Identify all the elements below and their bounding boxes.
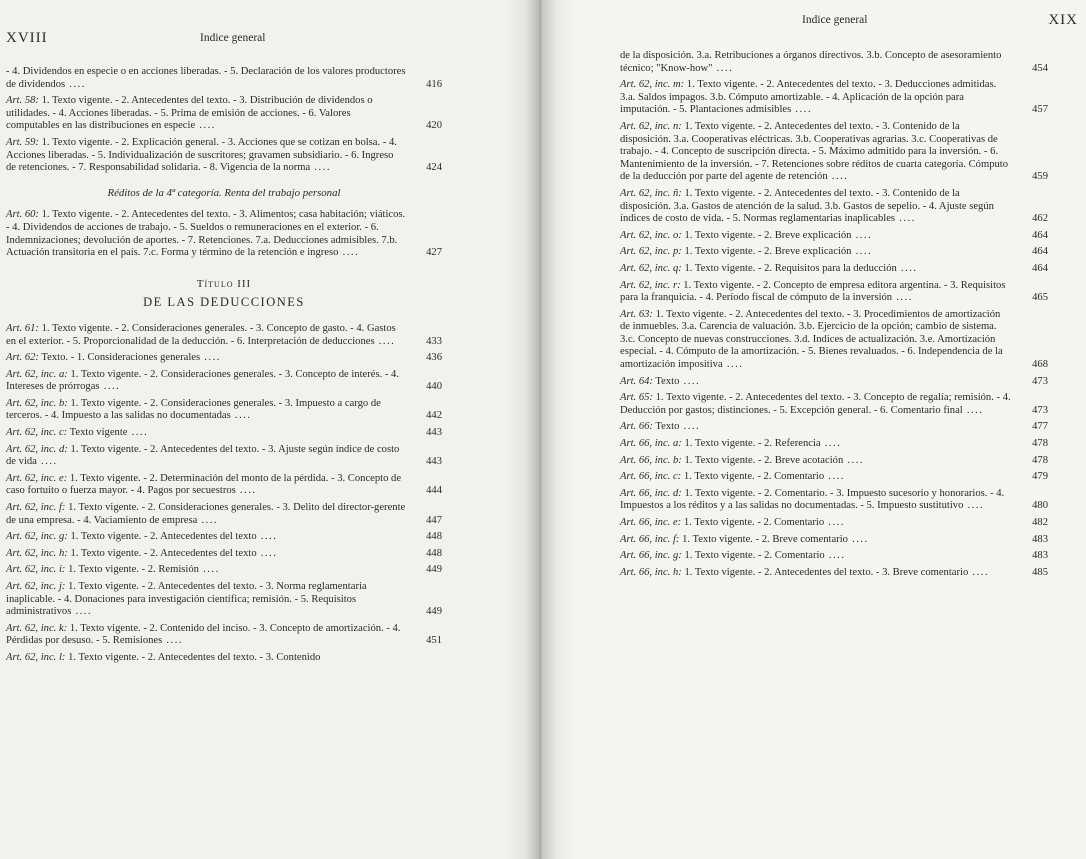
entry-page-number: 465 [1032,292,1048,304]
article-reference: Art. 62, inc. i: [6,564,66,576]
entry-text: 1. Texto vigente. - 2. Antecedentes del texto. - 3. Ajuste según índice de costo de vida [6,443,400,468]
entry-page-number: 473 [1032,375,1048,387]
article-reference: Art. 62, inc. h: [6,547,68,559]
toc-entries [620,50,1048,583]
entry-page-number: 482 [1032,517,1048,528]
dot-leader: .... [195,120,216,132]
article-reference: Art. 59: [6,136,39,148]
entry-text: 1. Texto vigente. - 2. Requisitos para la deducción [681,262,897,274]
dot-leader: .... [968,566,990,578]
dot-leader: .... [162,635,183,647]
entry-text: 1. Texto vigente. - 2. Antecedentes del texto. - 3. Procedimientos de amortización de inmuebles. 3.a. Carencia de valuación. 3.b. Ejercicio de la opción; cambio de sistema. 3.c. Concepto de nuevas construcciones. 3.d. Indices de actualización. 3.e. Amortización especial. - 4. Cómputo de la amortización. - 5. Bienes revaluados. - 6. Independencia de la amortización impositiva [620,308,1003,371]
toc-entry [620,188,1048,226]
toc-entry [6,427,442,440]
toc-entry [620,455,1048,468]
toc-entry [620,517,1048,530]
left-page [0,0,540,859]
entry-text: 1. Texto vigente. - 2. Breve explicación [681,229,852,241]
entry-page-number: 443 [426,427,442,439]
entry-page-number: 440 [426,381,442,393]
dot-leader: .... [256,531,278,543]
entry-text: 1. Texto vigente. - 2. Comentario [681,550,825,562]
toc-entry [6,623,442,648]
entry-text: 1. Texto vigente. - 2. Comentario [681,517,825,528]
toc-block [6,66,442,175]
article-reference: Art. 62, inc. l: [6,651,66,663]
part-title: DE LAS DEDUCCIONES [143,295,305,310]
article-reference: Art. 62, inc. r: [620,279,681,291]
toc-entry [6,531,442,544]
entry-page-number: 459 [1032,171,1048,183]
dot-leader: .... [127,427,149,439]
entry-page-number: 444 [426,485,442,497]
article-reference: Art. 62, inc. q: [620,262,682,274]
dot-leader: .... [256,547,278,559]
entry-page-number: 443 [426,456,442,468]
dot-leader: .... [198,564,220,576]
article-reference: Art. 66, inc. b: [620,454,682,466]
toc-entry [6,137,442,175]
article-reference: Art. 62, inc. m: [620,79,685,91]
article-reference: Art. 62, inc. k: [6,622,68,634]
entry-text: 1. Texto vigente. - 2. Antecedentes del texto. - 3. Contenido de la disposición. 3.a. Gastos de atención de la salud. 3.b. Gastos de sepelio. - 4. Ajuste según índices de costo de vida. - 5. Normas reglamentarias inaplicables [620,187,994,225]
article-reference: Art. 62, inc. g: [6,531,68,543]
running-head: Indice general [200,32,266,44]
dot-leader: .... [843,454,864,466]
entry-text: 1. Texto vigente. - 2. Explicación general. - 3. Acciones que se cotizan en bolsa. - 4. Acciones liberadas. - 5. Individualización de suscritores; gravamen subsidiario. - 6. Ingreso de retenciones. - 7. Responsabilidad solidaria. - 8. Vigencia de la norma [6,136,397,174]
entry-page-number: 420 [426,120,442,132]
article-reference: Art. 62, inc. p: [620,246,682,258]
entry-text: 1. Texto vigente. - 2. Consideraciones generales. - 3. Concepto de interés. - 4. Intereses de prórrogas [6,368,399,393]
article-reference: Art. 62, inc. e: [6,472,68,484]
entry-text: 1. Texto vigente. - 2. Breve acotación [681,454,844,466]
entry-text: 1. Texto vigente. - 2. Antecedentes del texto [67,547,257,559]
dot-leader: .... [65,78,86,90]
article-reference: Art. 66, inc. e: [620,517,682,528]
entry-page-number: 479 [1032,471,1048,483]
entry-page-number: 480 [1032,500,1048,512]
entry-text: Texto [652,421,680,433]
dot-leader: .... [230,410,252,422]
page-number: XVIII [6,30,48,46]
entry-page-number: 448 [426,531,442,543]
entry-page-number: 483 [1032,550,1048,562]
dot-leader: .... [338,247,360,259]
entry-text: 1. Texto vigente. - 2. Concepto de empresa editora argentina. - 3. Requisitos para la franquicia. - 4. Período fiscal de cómputo de la inversión [620,279,1006,304]
entry-page-number: 464 [1032,246,1048,258]
toc-entry [620,488,1048,513]
dot-leader: .... [235,485,257,497]
toc-entry [6,352,442,365]
dot-leader: .... [99,381,121,393]
article-reference: Art. 66, inc. h: [620,566,682,578]
dot-leader: .... [847,533,869,545]
toc-entry [6,369,442,394]
entry-text: 1. Texto vigente. - 2. Antecedentes del texto. - 3. Norma reglamentaria inaplicable. - 4. Donaciones para investigación científica; remisión. - 5. Requisitos administrativos [6,581,367,618]
article-reference: Art. 66, inc. d: [620,487,682,499]
entry-page-number: 473 [1032,404,1048,416]
dot-leader: .... [824,550,846,562]
toc-entry [6,95,442,133]
entry-page-number: 427 [426,247,442,259]
dot-leader: .... [963,500,985,512]
toc-entry [620,567,1048,580]
toc-block [6,323,442,665]
toc-entry [6,323,442,348]
toc-entry [620,79,1048,117]
entry-text: 1. Texto vigente. - 2. Comentario [681,471,825,483]
entry-text: 1. Texto vigente. - 2. Consideraciones generales. - 3. Delito del director-gerente de una empresa. - 4. Vaciamiento de empresa [6,502,406,526]
entry-page-number: 449 [426,606,442,618]
entry-text: Texto. - 1. Consideraciones generales [38,352,201,364]
entry-page-number: 433 [426,335,442,347]
toc-entry [6,548,442,561]
article-reference: Art. 66, inc. g: [620,550,682,562]
article-reference: Art. 61: [6,322,39,334]
article-reference: Art. 62, inc. d: [6,443,68,455]
dot-leader: .... [896,262,918,274]
toc-entries [6,66,442,669]
dot-leader: .... [824,471,845,483]
running-head: Indice general [802,14,868,26]
article-reference: Art. 65: [620,392,653,404]
article-reference: Art. 62, inc. a: [6,368,68,380]
toc-block [6,209,442,259]
article-reference: Art. 63: [620,308,653,320]
toc-entry [620,230,1048,243]
entry-page-number: 464 [1032,229,1048,241]
entry-text: 1. Texto vigente. - 2. Breve explicación [681,246,852,258]
entry-text: 1. Texto vigente. - 2. Antecedentes del texto [67,531,257,543]
article-reference: Art. 66: [620,421,653,433]
dot-leader: .... [851,229,873,241]
toc-entry [620,50,1048,75]
entry-text: 1. Texto vigente. - 2. Antecedentes del texto. - 3. Breve comentario [681,566,969,578]
toc-entry [620,550,1048,563]
toc-entry [6,473,442,498]
entry-text: 1. Texto vigente. - 2. Antecedentes del texto. - 3. Deducciones admitidas. 3.a. Saldos impagos. 3.b. Cómputo amortizable. - 4. Aplicación de la opción para imputación. - 5. Plantaciones admisibles [620,79,997,116]
entry-page-number: 478 [1032,438,1048,450]
entry-page-number: 478 [1032,454,1048,466]
toc-entry [6,66,442,91]
right-page [540,0,1086,859]
article-reference: Art. 66, inc. c: [620,471,682,483]
article-reference: Art. 62: [6,352,39,364]
toc-entry [620,121,1048,184]
toc-entry [620,534,1048,547]
entry-text: de la disposición. 3.a. Retribuciones a órganos directivos. 3.b. Concepto de asesoramiento técnico; "Know-how" [620,50,1002,74]
dot-leader: .... [895,213,916,225]
article-reference: Art. 58: [6,95,39,107]
dot-leader: .... [200,352,221,364]
toc-entry [620,263,1048,276]
section-heading: Réditos de la 4ª categoría. Renta del trabajo personal [107,186,341,199]
entry-text: 1. Texto vigente. - 2. Antecedentes del texto. - 3. Distribución de dividendos o utilidades. - 4. Acciones liberadas. - 5. Prima de emisión de acciones. - 6. Valores computables en las distribuciones en especie [6,95,373,132]
article-reference: Art. 62, inc. o: [620,229,682,241]
entry-text: Texto [652,375,680,387]
entry-page-number: 485 [1032,566,1048,578]
toc-entry [620,392,1048,417]
dot-leader: .... [197,514,219,526]
dot-leader: .... [827,171,849,183]
entry-page-number: 448 [426,547,442,559]
page-number: XIX [1048,12,1078,28]
dot-leader: .... [892,292,913,304]
entry-text: 1. Texto vigente. - 2. Antecedentes del texto. - 3. Concepto de regalía; remisión. - 4. Deducción por gastos; distinciones. - 5. Excepción general. - 6. Comentario final [620,392,1011,416]
toc-entry [6,502,442,527]
toc-entry [620,438,1048,451]
toc-entry [620,309,1048,372]
entry-page-number: 454 [1032,62,1048,74]
entry-text: 1. Texto vigente. - 2. Antecedentes del texto. - 3. Alimentos; casa habitación; viáticos. - 4. Dividendos de acciones de trabajo. - 5. Sueldos o remuneraciones en el exterior. - 6. Indemnizaciones; devolución de aportes. - 7. Retenciones. 7.a. Deducciones admisibles. 7.b. Actuación transitoria en el país. 7.c. Forma y término de la retención e ingreso [6,209,406,259]
toc-entry [6,581,442,619]
article-reference: Art. 66, inc. a: [620,438,682,450]
article-reference: Art. 60: [6,209,39,221]
entry-page-number: 477 [1032,421,1048,433]
title-label [6,278,442,291]
toc-entry [6,398,442,423]
dot-leader: .... [820,438,842,450]
toc-entry [620,246,1048,259]
entry-text: 1. Texto vigente. - 2. Antecedentes del texto. - 3. Contenido [65,651,321,663]
article-reference: Art. 66, inc. f: [620,533,680,545]
entry-page-number: 464 [1032,262,1048,274]
entry-page-number: 451 [426,635,442,647]
entry-text: 1. Texto vigente. - 2. Remisión [65,564,199,576]
dot-leader: .... [374,335,396,347]
dot-leader: .... [679,421,701,433]
dot-leader: .... [310,162,331,174]
entry-page-number: 449 [426,564,442,576]
toc-entry [6,209,442,259]
dot-leader: .... [824,517,845,528]
entry-page-number: 468 [1032,359,1048,371]
toc-entry [620,280,1048,305]
dot-leader: .... [71,606,93,618]
dot-leader: .... [851,246,873,258]
article-reference: Art. 62, inc. f: [6,502,66,514]
dot-leader: .... [36,456,58,468]
entry-page-number: 436 [426,352,442,364]
entry-text: 1. Texto vigente. - 2. Comentario. - 3. Impuesto sucesorio y honorarios. - 4. Impuestos a los réditos y a las salidas no documentadas. - 5. Impuesto sustitutivo [620,487,1005,512]
entry-text: 1. Texto vigente. - 2. Contenido del inciso. - 3. Concepto de amortización. - 4. Pérdidas por desuso. - 5. Remisiones [6,622,401,647]
toc-entry [620,421,1048,434]
entry-text: 1. Texto vigente. - 2. Determinación del monto de la pérdida. - 3. Concepto de caso fortuito o fuerza mayor. - 4. Pagos por secuestros [6,472,402,497]
entry-text: - 4. Dividendos en especie o en acciones liberadas. - 5. Declaración de los valores productores de dividendos [6,66,406,90]
article-reference: Art. 62, inc. j: [6,581,66,592]
entry-page-number: 457 [1032,104,1048,116]
entry-page-number: 447 [426,514,442,526]
toc-entry [6,652,442,665]
entry-text: 1. Texto vigente. - 2. Consideraciones generales. - 3. Impuesto a cargo de terceros. - 4. Impuesto a las salidas no documentadas [6,397,381,422]
article-reference: Art. 62, inc. ñ: [620,187,682,199]
title-label-text: Título III [196,277,252,290]
article-reference: Art. 64: [620,375,653,387]
entry-page-number: 416 [426,78,442,90]
article-reference: Art. 62, inc. n: [620,120,682,132]
dot-leader: .... [791,104,812,116]
dot-leader: .... [962,404,984,416]
entry-text: Texto vigente [67,427,128,439]
dot-leader: .... [679,375,701,387]
article-reference: Art. 62, inc. c: [6,427,68,439]
entry-text: 1. Texto vigente. - 2. Antecedentes del texto. - 3. Contenido de la disposición. 3.a. Cooperativas eléctricas. 3.b. Cooperativas agrarias. 3.c. Cooperativas de trabajo. - 4. Concepto de suscripción directa. - 5. Máximo admitido para la inversión. - 6. Mantenimiento de la inversión. - 7. Retenciones sobre réditos de cuarta categoría. Cómputo de la deducción por parte del agente de retención [620,120,1009,183]
dot-leader: .... [722,359,744,371]
entry-text: 1. Texto vigente. - 2. Referencia [681,438,821,450]
article-reference: Art. 62, inc. b: [6,397,68,409]
entry-text: 1. Texto vigente. - 2. Breve comentario [679,533,848,545]
dot-leader: .... [712,62,734,74]
entry-page-number: 424 [426,162,442,174]
entry-page-number: 483 [1032,533,1048,545]
toc-entry [620,471,1048,484]
toc-entry [6,564,442,577]
toc-entry [6,444,442,469]
entry-text: 1. Texto vigente. - 2. Consideraciones generales. - 3. Concepto de gasto. - 4. Gastos en el exterior. - 5. Proporcionalidad de la deducción. - 6. Interpretación de deducciones [6,322,396,347]
entry-page-number: 442 [426,410,442,422]
toc-entry [620,376,1048,389]
entry-page-number: 462 [1032,213,1048,225]
